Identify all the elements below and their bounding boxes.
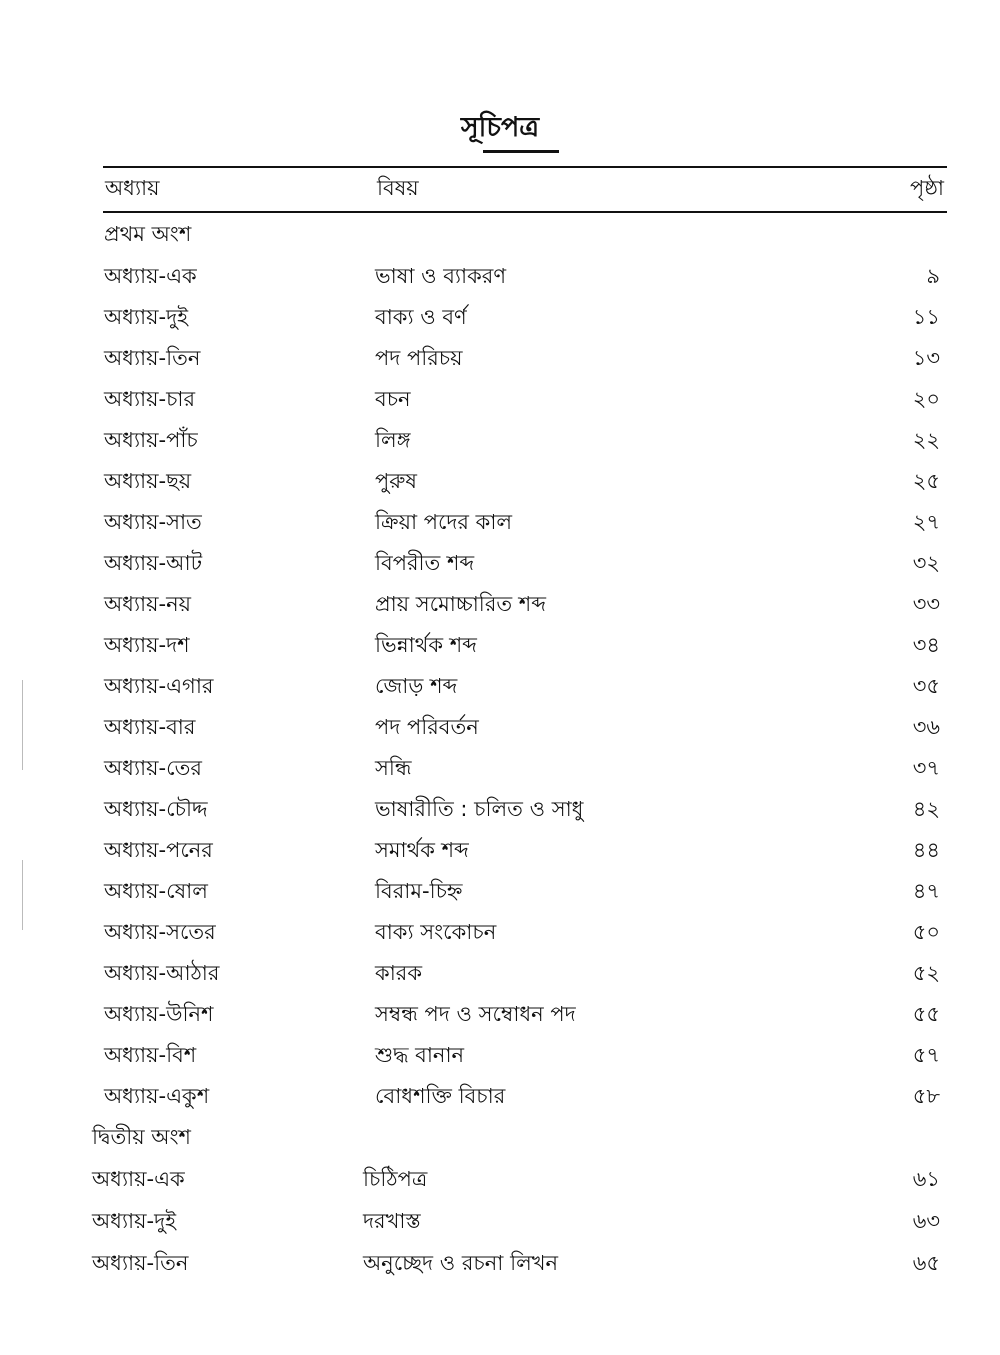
toc-row bbox=[0, 916, 1000, 948]
chapter-label: অধ্যায়-দুই bbox=[104, 305, 189, 329]
toc-row bbox=[0, 629, 1000, 661]
subject-label: দরখাস্ত bbox=[363, 1209, 421, 1233]
toc-row bbox=[0, 547, 1000, 579]
toc-row bbox=[0, 260, 1000, 292]
page-number: ৫৫ bbox=[912, 1002, 940, 1026]
header-top-rule bbox=[103, 166, 947, 168]
page-number: ৫০ bbox=[912, 920, 940, 944]
toc-row bbox=[0, 588, 1000, 620]
page-number: ৫৭ bbox=[912, 1043, 940, 1067]
chapter-label: অধ্যায়-এক bbox=[104, 264, 197, 288]
chapter-label: অধ্যায়-আট bbox=[104, 551, 203, 575]
page-number: ১১ bbox=[912, 305, 940, 329]
chapter-label: অধ্যায়-ষোল bbox=[104, 879, 208, 903]
subject-label: ভিন্নার্থক শব্দ bbox=[375, 633, 477, 657]
subject-label: প্রায় সমোচ্চারিত শব্দ bbox=[375, 592, 546, 616]
page-number: ২০ bbox=[912, 387, 940, 411]
page-number: ৬৫ bbox=[912, 1251, 940, 1275]
page-number: ৬৩ bbox=[912, 1209, 940, 1233]
toc-row bbox=[0, 424, 1000, 456]
subject-label: বোধশক্তি বিচার bbox=[375, 1084, 506, 1108]
subject-label: ভাষা ও ব্যাকরণ bbox=[375, 264, 507, 288]
page-number: ৩৭ bbox=[912, 756, 940, 780]
page-number: ৩৩ bbox=[912, 592, 940, 616]
page-number: ৫২ bbox=[912, 961, 940, 985]
toc-row bbox=[0, 998, 1000, 1030]
page-number: ৩৪ bbox=[912, 633, 940, 657]
toc-row bbox=[0, 1247, 1000, 1279]
chapter-label: অধ্যায়-ছয় bbox=[104, 469, 192, 493]
page-number: ৪২ bbox=[912, 797, 940, 821]
toc-row bbox=[0, 670, 1000, 702]
page-number: ৩৫ bbox=[912, 674, 940, 698]
chapter-label: অধ্যায়-একুশ bbox=[104, 1084, 210, 1108]
toc-row bbox=[0, 383, 1000, 415]
subject-label: বচন bbox=[375, 387, 411, 411]
subject-label: কারক bbox=[375, 961, 423, 985]
chapter-label: অধ্যায়-চৌদ্দ bbox=[104, 797, 208, 821]
toc-row bbox=[0, 793, 1000, 825]
page-number: ৬১ bbox=[912, 1167, 940, 1191]
subject-label: পদ পরিচয় bbox=[375, 346, 463, 370]
header-subject: বিষয় bbox=[377, 176, 419, 200]
chapter-label: অধ্যায়-সাত bbox=[104, 510, 202, 534]
toc-row bbox=[0, 1080, 1000, 1112]
subject-label: বাক্য সংকোচন bbox=[375, 920, 497, 944]
subject-label: শুদ্ধ বানান bbox=[375, 1043, 465, 1067]
page-number: ২২ bbox=[912, 428, 940, 452]
chapter-label: অধ্যায়-দশ bbox=[104, 633, 190, 657]
page-number: ৯ bbox=[926, 264, 940, 288]
toc-row bbox=[0, 1205, 1000, 1237]
page-number: ১৩ bbox=[912, 346, 940, 370]
page-number: ২৫ bbox=[912, 469, 940, 493]
chapter-label: অধ্যায়-পাঁচ bbox=[104, 428, 198, 452]
toc-row bbox=[0, 1163, 1000, 1195]
header-chapter: অধ্যায় bbox=[105, 176, 160, 200]
page-number: ৪৭ bbox=[912, 879, 940, 903]
chapter-label: অধ্যায়-বার bbox=[104, 715, 196, 739]
chapter-label: অধ্যায়-তের bbox=[104, 756, 202, 780]
toc-row bbox=[0, 711, 1000, 743]
chapter-label: অধ্যায়-এক bbox=[92, 1167, 185, 1191]
subject-label: বিপরীত শব্দ bbox=[375, 551, 475, 575]
toc-row bbox=[0, 342, 1000, 374]
chapter-label: অধ্যায়-সতের bbox=[104, 920, 216, 944]
chapter-label: অধ্যায়-দুই bbox=[92, 1209, 177, 1233]
header-page: পৃষ্ঠা bbox=[909, 176, 944, 200]
toc-row bbox=[0, 875, 1000, 907]
page-number: ৩২ bbox=[912, 551, 940, 575]
toc-row bbox=[0, 506, 1000, 538]
subject-label: ক্রিয়া পদের কাল bbox=[375, 510, 513, 534]
page-number: ৪৪ bbox=[912, 838, 940, 862]
chapter-label: অধ্যায়-নয় bbox=[104, 592, 191, 616]
subject-label: বাক্য ও বর্ণ bbox=[375, 305, 467, 329]
toc-row bbox=[0, 1039, 1000, 1071]
section-heading: প্রথম অংশ bbox=[104, 222, 192, 246]
chapter-label: অধ্যায়-চার bbox=[104, 387, 196, 411]
toc-row bbox=[0, 957, 1000, 989]
chapter-label: অধ্যায়-তিন bbox=[104, 346, 201, 370]
chapter-label: অধ্যায়-এগার bbox=[104, 674, 214, 698]
subject-label: চিঠিপত্র bbox=[363, 1167, 428, 1191]
subject-label: ভাষারীতি : চলিত ও সাধু bbox=[375, 797, 584, 821]
chapter-label: অধ্যায়-বিশ bbox=[104, 1043, 197, 1067]
subject-label: পদ পরিবর্তন bbox=[375, 715, 479, 739]
subject-label: জোড় শব্দ bbox=[375, 674, 458, 698]
subject-label: লিঙ্গ bbox=[375, 428, 411, 452]
page-number: ৫৮ bbox=[912, 1084, 940, 1108]
subject-label: অনুচ্ছেদ ও রচনা লিখন bbox=[363, 1251, 559, 1275]
subject-label: সমার্থক শব্দ bbox=[375, 838, 469, 862]
section-heading: দ্বিতীয় অংশ bbox=[92, 1125, 191, 1149]
page-title: সূচিপত্র bbox=[460, 112, 540, 143]
toc-row bbox=[0, 834, 1000, 866]
chapter-label: অধ্যায়-উনিশ bbox=[104, 1002, 214, 1026]
subject-label: বিরাম-চিহ্ন bbox=[375, 879, 463, 903]
chapter-label: অধ্যায়-পনের bbox=[104, 838, 213, 862]
title-underline bbox=[483, 150, 559, 153]
chapter-label: অধ্যায়-আঠার bbox=[104, 961, 220, 985]
subject-label: সন্ধি bbox=[375, 756, 412, 780]
header-bottom-rule bbox=[103, 211, 947, 213]
page-number: ২৭ bbox=[912, 510, 940, 534]
toc-row bbox=[0, 465, 1000, 497]
toc-row bbox=[0, 752, 1000, 784]
page-number: ৩৬ bbox=[912, 715, 940, 739]
toc-row bbox=[0, 301, 1000, 333]
subject-label: পুরুষ bbox=[375, 469, 417, 493]
subject-label: সম্বন্ধ পদ ও সম্বোধন পদ bbox=[375, 1002, 576, 1026]
chapter-label: অধ্যায়-তিন bbox=[92, 1251, 189, 1275]
